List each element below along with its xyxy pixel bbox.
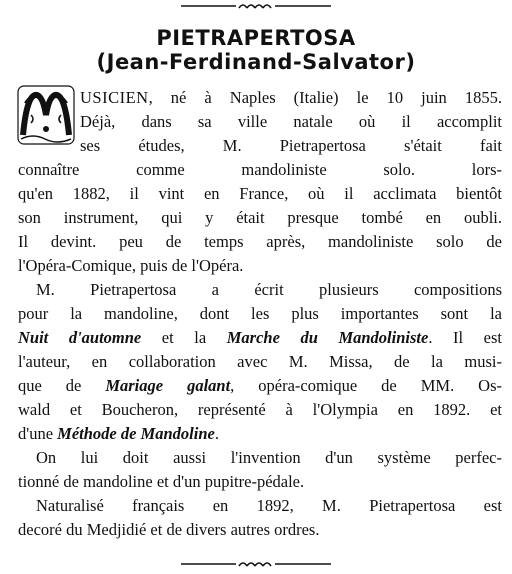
- text-line: Il devint. peu de temps après, mandoliniste solo de: [18, 232, 502, 251]
- text-line: son instrument, qui y était presque tombé en oubli.: [18, 208, 502, 227]
- text-line: Naturalisé français en 1892, M. Pietrapertosa est: [36, 496, 502, 515]
- biography-text: [18, 86, 502, 542]
- text-line: qu'en 1882, il vint en France, où il acclimata bientôt: [18, 184, 502, 203]
- text-line: ses études, M. Pietrapertosa s'était fait: [80, 136, 502, 155]
- text-line: Déjà, dans sa ville natale où il accomplit: [80, 112, 502, 131]
- text-line: tionné de mandoline et d'un pupitre-pédale.: [18, 472, 305, 491]
- text-line: On lui doit aussi l'invention d'un système perfec-: [36, 448, 502, 467]
- text-line: M. Pietrapertosa a écrit plusieurs compositions: [36, 280, 502, 299]
- ornament-top: [0, 0, 512, 14]
- text-line: decoré du Medjidié et de divers autres ordres.: [18, 520, 320, 539]
- text-line: USICIEN, né à Naples (Italie) le 10 juin 1855.: [80, 88, 502, 107]
- text-line: pour la mandoline, dont les plus importantes sont la: [18, 304, 502, 323]
- text-line: l'auteur, en collaboration avec M. Missa, de la musi-: [18, 352, 502, 371]
- ornament-bottom: [0, 558, 512, 572]
- text-line: d'une Méthode de Mandoline.: [18, 424, 219, 443]
- text-line: que de Mariage galant, opéra-comique de MM. Os-: [18, 376, 502, 395]
- title-fullname: (Jean-Ferdinand-Salvator): [96, 50, 416, 74]
- text-line: Nuit d'automne et la Marche du Mandoliniste. Il est: [18, 328, 502, 347]
- title-name: PIETRAPERTOSA: [156, 26, 356, 50]
- text-line: wald et Boucheron, représenté à l'Olympia en 1892. et: [18, 400, 502, 419]
- text-line: connaître comme mandoliniste solo. lors-: [18, 160, 502, 179]
- text-line: l'Opéra-Comique, puis de l'Opéra.: [18, 256, 244, 275]
